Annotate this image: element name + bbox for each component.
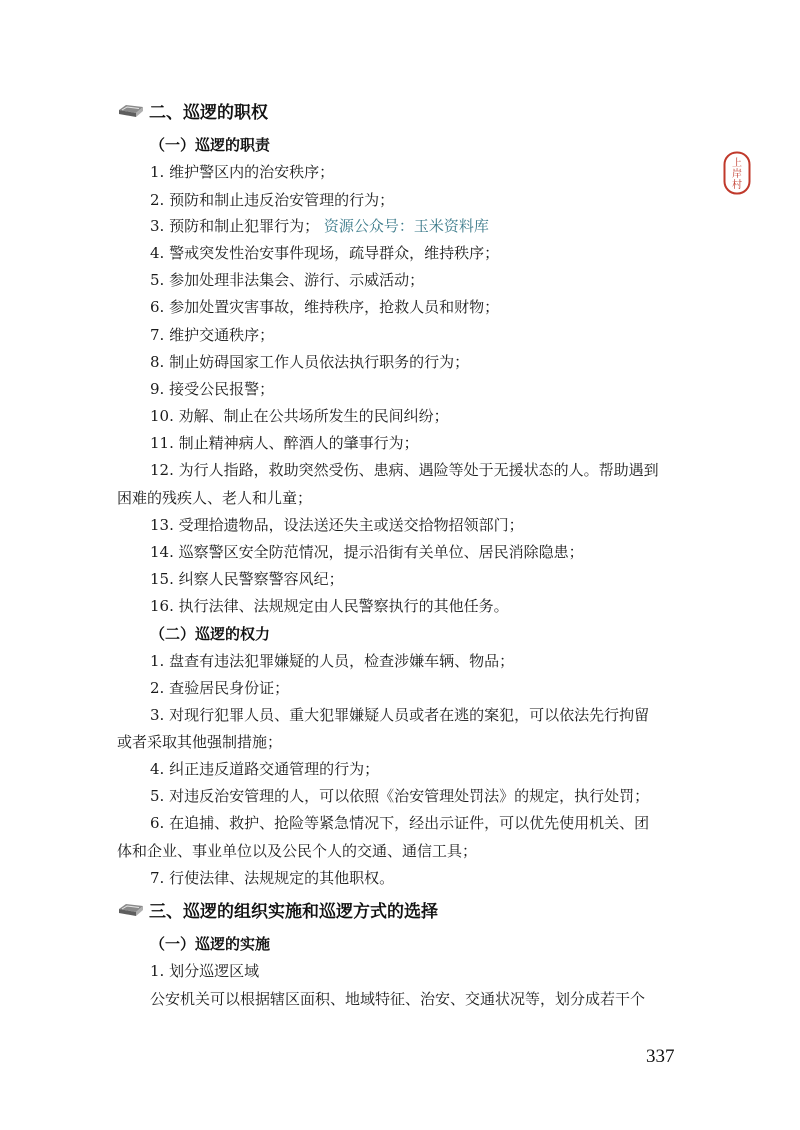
duty-item: 15. 纠察人民警察警容风纪；: [150, 570, 344, 588]
duty-item: 11. 制止精神病人、醉酒人的肇事行为；: [150, 434, 419, 452]
implementation-item: 1. 划分巡逻区域: [150, 962, 260, 980]
duty-item: 3. 预防和制止犯罪行为；: [150, 217, 320, 235]
duty-item: 6. 参加处置灾害事故，维持秩序，抢救人员和财物；: [150, 298, 500, 316]
section-heading-text: 二、巡逻的职权: [149, 102, 268, 123]
svg-text:岸: 岸: [732, 169, 742, 180]
power-item-continuation: 体和企业、事业单位以及公民个人的交通、通信工具；: [117, 842, 478, 860]
power-item: 1. 盘查有违法犯罪嫌疑的人员，检查涉嫌车辆、物品；: [150, 652, 515, 670]
duty-item: 13. 受理拾遗物品，设法送还失主或送交拾物招领部门；: [150, 516, 524, 534]
page-number: 337: [646, 1046, 675, 1067]
duty-item: 7. 维护交通秩序；: [150, 326, 275, 344]
section-heading-text: 三、巡逻的组织实施和巡逻方式的选择: [149, 901, 438, 922]
power-item: 2. 查验居民身份证；: [150, 679, 290, 697]
duty-item: 8. 制止妨碍国家工作人员依法执行职务的行为；: [150, 353, 470, 371]
duty-item: 12. 为行人指路，救助突然受伤、患病、遇险等处于无援状态的人。帮助遇到: [150, 461, 659, 479]
implementation-heading: （一）巡逻的实施: [150, 935, 271, 953]
power-item: 4. 纠正违反道路交通管理的行为；: [150, 760, 380, 778]
seal-stamp-icon: [723, 151, 751, 195]
duty-item-with-watermark: [150, 216, 489, 236]
powers-heading: （二）巡逻的权力: [150, 625, 271, 643]
power-item: 5. 对违反治安管理的人，可以依照《治安管理处罚法》的规定，执行处罚；: [150, 787, 650, 805]
duty-item: 14. 巡察警区安全防范情况，提示沿街有关单位、居民消除隐患；: [150, 543, 584, 561]
duties-heading: （一）巡逻的职责: [150, 136, 271, 154]
power-item: 7. 行使法律、法规规定的其他职权。: [150, 869, 395, 887]
duty-item: 16. 执行法律、法规规定由人民警察执行的其他任务。: [150, 597, 509, 615]
power-item: 3. 对现行犯罪人员、重大犯罪嫌疑人员或者在逃的案犯，可以依法先行拘留: [150, 706, 650, 724]
power-item-continuation: 或者采取其他强制措施；: [117, 733, 283, 751]
section-heading: [117, 97, 268, 123]
book-icon: [117, 900, 145, 918]
duty-item: 9. 接受公民报警；: [150, 380, 275, 398]
implementation-paragraph: 公安机关可以根据辖区面积、地域特征、治安、交通状况等，划分成若干个: [150, 990, 646, 1008]
duty-item: 10. 劝解、制止在公共场所发生的民间纠纷；: [150, 407, 449, 425]
duty-item: 5. 参加处理非法集会、游行、示威活动；: [150, 271, 425, 289]
duty-item: 1. 维护警区内的治安秩序；: [150, 163, 335, 181]
section-heading: [117, 896, 438, 922]
book-icon: [117, 101, 145, 119]
duty-item: 2. 预防和制止违反治安管理的行为；: [150, 191, 395, 209]
watermark-text: 资源公众号：玉米资料库: [323, 217, 489, 235]
svg-text:村: 村: [732, 180, 742, 191]
power-item: 6. 在追捕、救护、抢险等紧急情况下，经出示证件，可以优先使用机关、团: [150, 814, 650, 832]
duty-item-continuation: 困难的残疾人、老人和儿童；: [117, 489, 313, 507]
svg-text:上: 上: [732, 158, 742, 169]
duty-item: 4. 警戒突发性治安事件现场，疏导群众，维持秩序；: [150, 244, 500, 262]
